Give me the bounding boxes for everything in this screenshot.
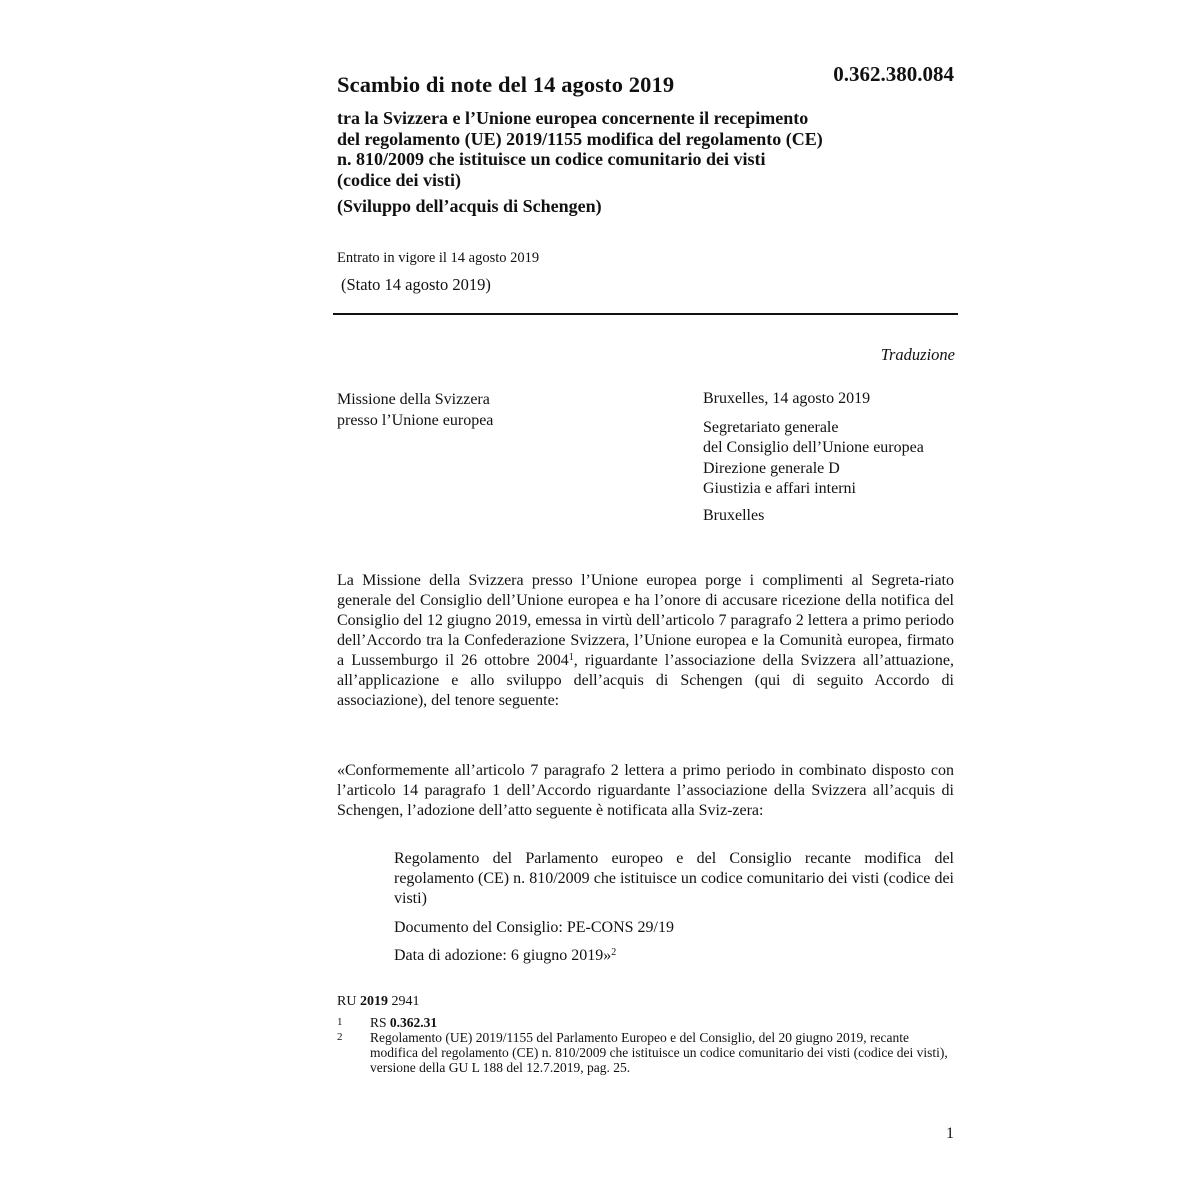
sr-number: 0.362.380.084 xyxy=(833,62,954,86)
subtitle-line: n. 810/2009 che istituisce un codice comunitario dei visti xyxy=(337,149,766,169)
recipient-address xyxy=(703,418,924,499)
ru-year: 2019 xyxy=(359,994,388,1009)
adoption-text: Data di adozione: 6 giugno 2019» xyxy=(394,947,612,964)
recipient-city: Bruxelles xyxy=(703,507,765,524)
ru-reference xyxy=(337,994,419,1010)
footnote-number: 1 xyxy=(337,1016,343,1028)
recipient-line: Segretariato generale xyxy=(703,419,839,436)
document-title: Scambio di note del 14 agosto 2019 xyxy=(337,72,675,97)
header-divider xyxy=(333,313,958,315)
paragraph-text: La Missione della Svizzera presso l’Unione europea porge i complimenti al Segreta-riato generale del Consiglio dell’Unione europea e ha l’onore di accusare ricezione della notifica del Consiglio del 12 giugno 2019, emessa in virtù dell’articolo 7 paragrafo 2 lettera a primo periodo dell’Accordo tra la Confederazione Svizzera, l’Unione europea e la Comunità europea, firmato a Lussemburgo il 26 ottobre 2004 xyxy=(337,572,954,669)
quoted-council-document: Documento del Consiglio: PE-CONS 29/19 xyxy=(394,919,674,936)
footnote-ref-1[interactable]: 1 xyxy=(568,652,574,663)
subtitle-line: (codice dei visti) xyxy=(337,169,461,190)
document-subtitle xyxy=(337,108,937,190)
subtitle-line: del regolamento (UE) 2019/1155 modifica del regolamento (CE) xyxy=(337,128,823,149)
entry-into-force: Entrato in vigore il 14 agosto 2019 xyxy=(337,250,540,266)
quoted-regulation: Regolamento del Parlamento europeo e del Consiglio recante modifica del regolamento (CE) n. 810/2009 che istituisce un codice comunitario dei visti (codice dei visti) xyxy=(394,850,954,907)
footnote-text: Regolamento (UE) 2019/1155 del Parlamento Europeo e del Consiglio, del 20 giugno 2019, recante modifica del regolamento (CE) n. 810/2009 che istituisce un codice comunitario dei visti (codice dei visti), versione della GU L 188 del 12.7.2019, pag. 25. xyxy=(370,1030,948,1075)
footnote-2 xyxy=(337,1030,957,1075)
quoted-adoption-date xyxy=(394,946,954,966)
footnote-1 xyxy=(337,1015,957,1030)
ru-prefix: RU xyxy=(337,994,360,1009)
sender-line: presso l’Unione europea xyxy=(337,411,494,429)
schengen-development-note: (Sviluppo dell’acquis di Schengen) xyxy=(337,196,602,216)
footnote-number: 2 xyxy=(337,1031,343,1043)
footnote-text xyxy=(370,1015,957,1030)
footnote-ref-2[interactable]: 2 xyxy=(611,947,617,958)
recipient-line: del Consiglio dell’Unione europea xyxy=(703,439,924,457)
footnote-prefix: RS xyxy=(370,1015,390,1030)
footnote-sr-number: 0.362.31 xyxy=(389,1015,438,1030)
paragraph-text: , riguardante l’associazione della Svizzera all’attuazione, all’applicazione e allo sviluppo dell’acquis di Schengen (qui di seguito Accordo di associazione), del tenore seguente: xyxy=(337,652,954,709)
letter-date: Bruxelles, 14 agosto 2019 xyxy=(703,390,871,407)
body-paragraph-2: «Conformemente all’articolo 7 paragrafo 2 lettera a primo periodo in combinato disposto con l’articolo 14 paragrafo 1 dell’Accordo riguardante l’associazione della Svizzera all’acquis di Schengen, l’adozione dell’atto seguente è notificata alla Sviz-zera: xyxy=(337,762,954,819)
ru-page: 2941 xyxy=(387,994,420,1009)
translation-label: Traduzione xyxy=(880,345,955,364)
body-paragraph-1 xyxy=(337,571,954,711)
sender-line: Missione della Svizzera xyxy=(337,391,490,408)
recipient-line: Giustizia e affari interni xyxy=(703,479,856,497)
recipient-line: Direzione generale D xyxy=(703,459,840,477)
status-date: (Stato 14 agosto 2019) xyxy=(341,275,491,294)
subtitle-line: tra la Svizzera e l’Unione europea concernente il recepimento xyxy=(337,108,809,128)
page-number: 1 xyxy=(946,1125,954,1142)
sender-block xyxy=(337,390,493,431)
